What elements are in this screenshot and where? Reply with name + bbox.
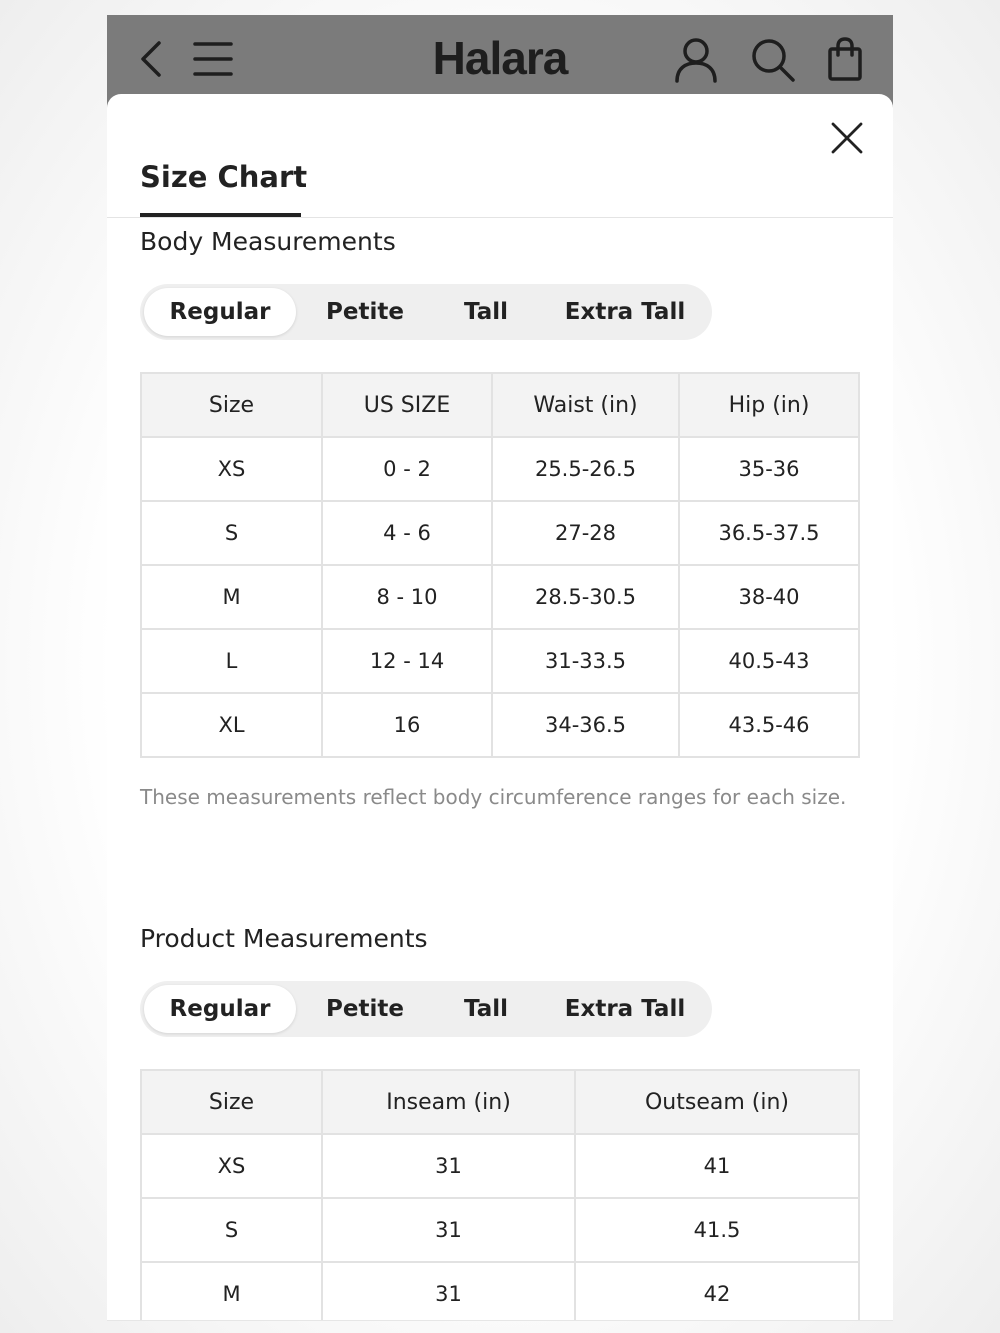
table-header-row [141, 1070, 859, 1134]
table-cell: 31 [322, 1198, 575, 1262]
brand-logo[interactable]: Halara [432, 32, 568, 84]
top-nav-bar [107, 15, 893, 95]
body-fit-selector [140, 284, 712, 340]
table-cell: 38-40 [679, 565, 859, 629]
table-cell: 36.5-37.5 [679, 501, 859, 565]
table-cell: S [141, 501, 322, 565]
column-header: Inseam (in) [322, 1070, 575, 1134]
table-cell: 41.5 [575, 1198, 859, 1262]
table-row [141, 565, 859, 629]
size-chart-sheet [107, 94, 893, 1321]
table-cell: 42 [575, 1262, 859, 1321]
product-fit-selector [140, 981, 712, 1037]
column-header: Size [141, 373, 322, 437]
table-cell: 43.5-46 [679, 693, 859, 757]
table-cell: 31 [322, 1134, 575, 1198]
table-cell: 31-33.5 [492, 629, 679, 693]
body-measurements-title: Body Measurements [140, 227, 396, 256]
table-cell: 34-36.5 [492, 693, 679, 757]
table-row [141, 693, 859, 757]
table-cell: 27-28 [492, 501, 679, 565]
table-cell: 41 [575, 1134, 859, 1198]
table-row [141, 629, 859, 693]
table-cell: M [141, 565, 322, 629]
close-icon[interactable] [829, 120, 865, 156]
table-cell: S [141, 1198, 322, 1262]
table-cell: XS [141, 437, 322, 501]
body-measurements-table [140, 372, 860, 758]
table-cell: 4 - 6 [322, 501, 492, 565]
column-header: Size [141, 1070, 322, 1134]
body-fit-petite[interactable]: Petite [326, 299, 404, 325]
product-measurements-table [140, 1069, 860, 1321]
table-cell: XL [141, 693, 322, 757]
table-cell: 28.5-30.5 [492, 565, 679, 629]
product-measurements-title: Product Measurements [140, 924, 428, 953]
table-row [141, 437, 859, 501]
body-fit-tall[interactable]: Tall [463, 299, 508, 325]
bag-icon[interactable] [827, 37, 863, 81]
table-cell: 0 - 2 [322, 437, 492, 501]
account-icon[interactable] [674, 37, 718, 83]
table-cell: M [141, 1262, 322, 1321]
column-header: Outseam (in) [575, 1070, 859, 1134]
body-fit-regular[interactable]: Regular [144, 288, 296, 336]
column-header: Waist (in) [492, 373, 679, 437]
table-header-row [141, 373, 859, 437]
tab-divider [107, 217, 893, 218]
search-icon[interactable] [750, 37, 796, 83]
table-cell: 12 - 14 [322, 629, 492, 693]
table-cell: 35-36 [679, 437, 859, 501]
column-header: Hip (in) [679, 373, 859, 437]
product-fit-petite[interactable]: Petite [326, 996, 404, 1022]
tab-size-chart[interactable]: Size Chart [140, 160, 308, 194]
screen-bottom-edge [107, 1320, 893, 1321]
table-row [141, 501, 859, 565]
column-header: US SIZE [322, 373, 492, 437]
product-fit-tall[interactable]: Tall [463, 996, 508, 1022]
table-cell: 40.5-43 [679, 629, 859, 693]
table-row [141, 1134, 859, 1198]
table-cell: 31 [322, 1262, 575, 1321]
app-screen [107, 15, 893, 1321]
body-fit-extra-tall[interactable]: Extra Tall [564, 299, 686, 325]
table-row [141, 1262, 859, 1321]
table-cell: L [141, 629, 322, 693]
product-fit-extra-tall[interactable]: Extra Tall [564, 996, 686, 1022]
table-row [141, 1198, 859, 1262]
table-cell: 16 [322, 693, 492, 757]
table-cell: 25.5-26.5 [492, 437, 679, 501]
table-cell: XS [141, 1134, 322, 1198]
body-measurements-note: These measurements reflect body circumference ranges for each size. [140, 785, 847, 809]
table-cell: 8 - 10 [322, 565, 492, 629]
product-fit-regular[interactable]: Regular [144, 985, 296, 1033]
